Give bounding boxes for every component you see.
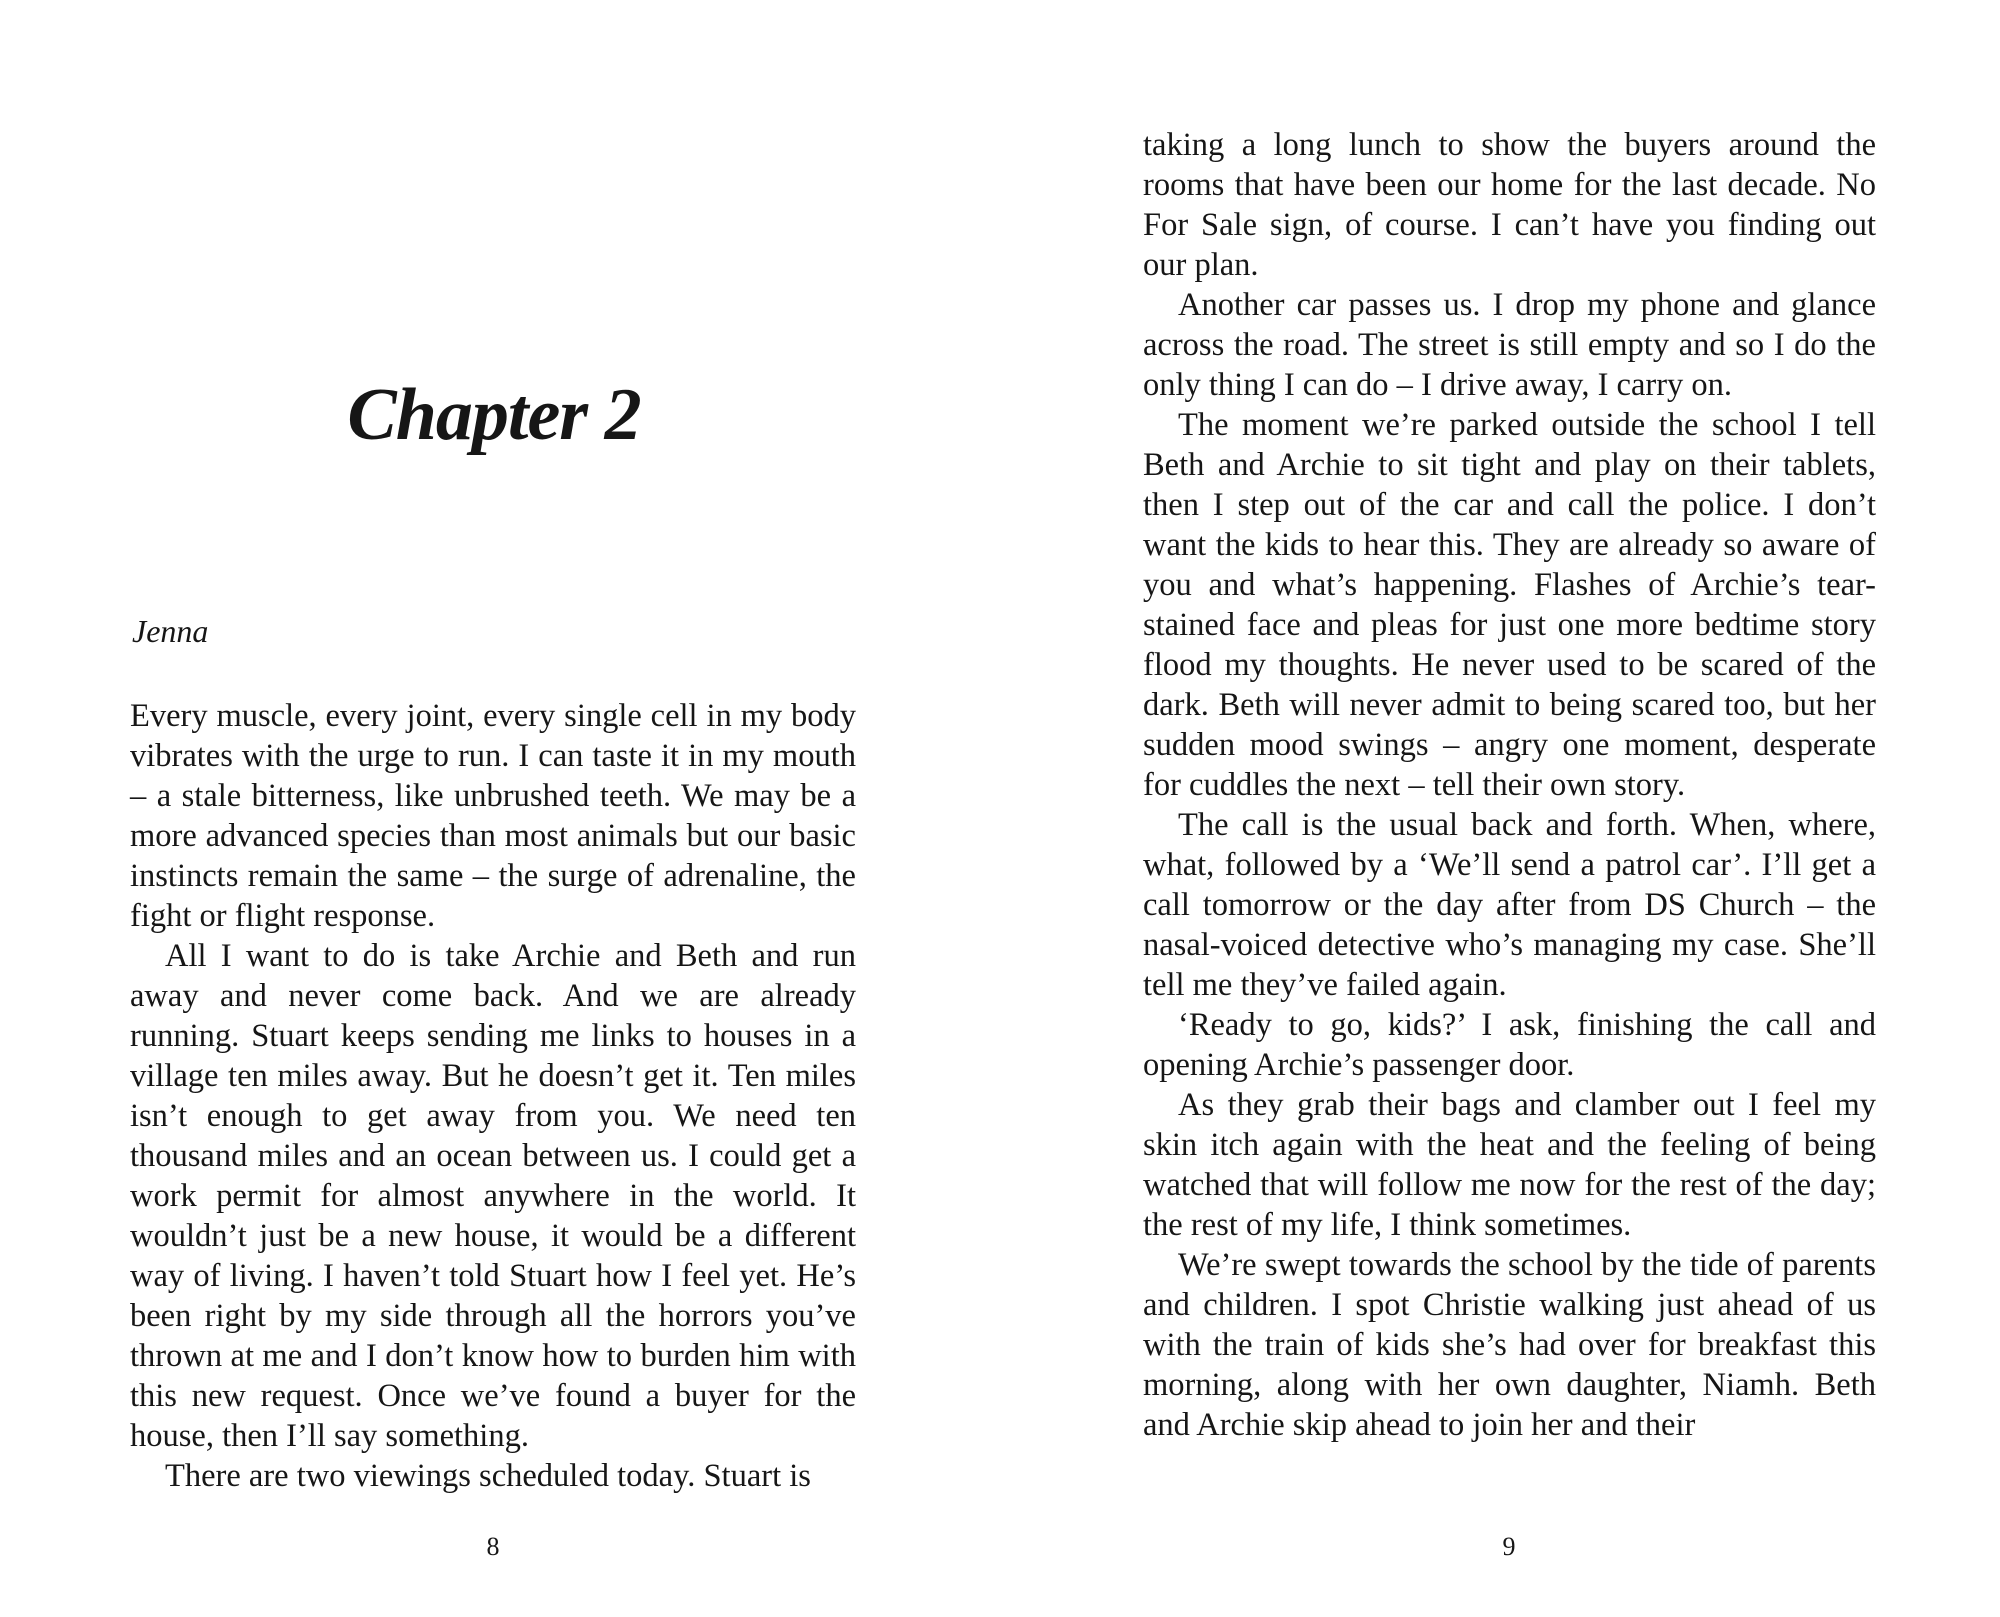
- paragraph: Another car passes us. I drop my phone and glance across the road. The street is still empty and so I do the only thing I can do – I drive away, I carry on.: [1143, 287, 1876, 403]
- chapter-title: Chapter 2: [347, 374, 641, 456]
- page-number: 9: [1502, 1532, 1516, 1561]
- right-page: [1000, 0, 2000, 1617]
- paragraph: ‘Ready to go, kids?’ I ask, finishing the call and opening Archie’s passenger door.: [1143, 1007, 1876, 1083]
- page-number: 8: [486, 1532, 500, 1561]
- paragraph: The call is the usual back and forth. When, where, what, followed by a ‘We’ll send a patrol car’. I’ll get a call tomorrow or the day after from DS Church – the nasal-voiced detective who’s managing my case. She’ll tell me they’ve failed again.: [1143, 807, 1876, 1003]
- paragraph: All I want to do is take Archie and Beth and run away and never come back. And we are already running. Stuart keeps sending me links to houses in a village ten miles away. But he doesn’t get it. Ten miles isn’t enough to get away from you. We need ten thousand miles and an ocean between us. I could get a work permit for almost anywhere in the world. It wouldn’t just be a new house, it would be a different way of living. I haven’t told Stuart how I feel yet. He’s been right by my side through all the horrors you’ve thrown at me and I don’t know how to burden him with this new request. Once we’ve found a buyer for the house, then I’ll say something.: [130, 938, 856, 1454]
- paragraph: There are two viewings scheduled today. Stuart is: [165, 1458, 811, 1494]
- narrator-heading: Jenna: [132, 613, 209, 649]
- paragraph: taking a long lunch to show the buyers around the rooms that have been our home for the last decade. No For Sale sign, of course. I can’t have you finding out our plan.: [1143, 127, 1876, 283]
- left-page-body: [130, 696, 856, 1496]
- paragraph: As they grab their bags and clamber out I feel my skin itch again with the heat and the feeling of being watched that will follow me now for the rest of the day; the rest of my life, I think sometimes.: [1143, 1087, 1876, 1243]
- paragraph: The moment we’re parked outside the school I tell Beth and Archie to sit tight and play on their tablets, then I step out of the car and call the police. I don’t want the kids to hear this. They are already so aware of you and what’s happening. Flashes of Archie’s tear-stained face and pleas for just one more bedtime story flood my thoughts. He never used to be scared of the dark. Beth will never admit to being scared too, but her sudden mood swings – angry one moment, desperate for cuddles the next – tell their own story.: [1143, 407, 1876, 803]
- paragraph: We’re swept towards the school by the tide of parents and children. I spot Christie walking just ahead of us with the train of kids she’s had over for breakfast this morning, along with her own daughter, Niamh. Beth and Archie skip ahead to join her and their: [1143, 1247, 1876, 1443]
- right-page-body: [1143, 125, 1876, 1445]
- paragraph: Every muscle, every joint, every single cell in my body vibrates with the urge to run. I can taste it in my mouth – a stale bitterness, like unbrushed teeth. We may be a more advanced species than most animals but our basic instincts remain the same – the surge of adrenaline, the fight or flight response.: [130, 698, 856, 934]
